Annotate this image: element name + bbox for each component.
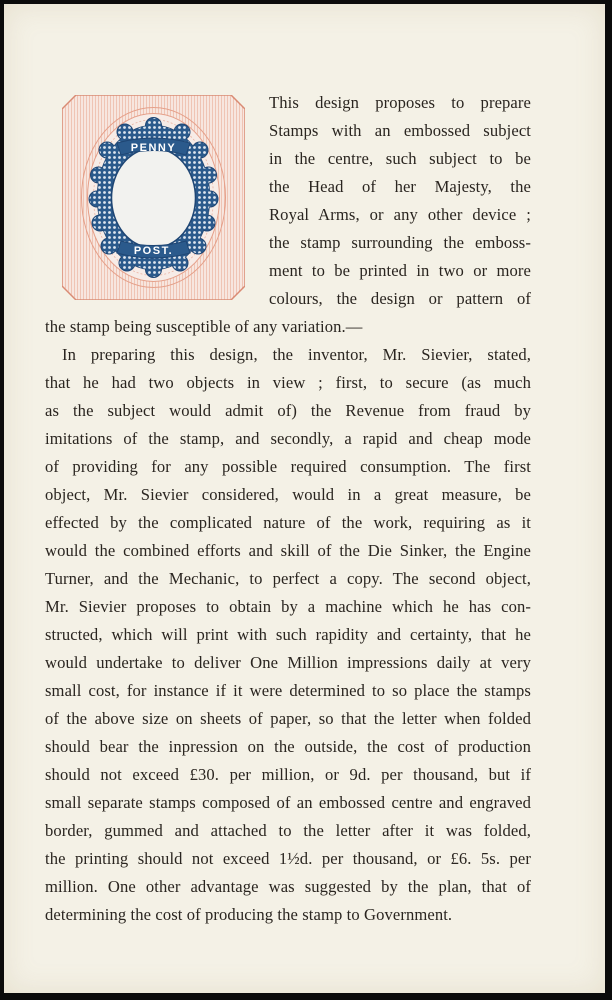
text-line: should bear the inpression on the outside, the cost of production [45,737,531,756]
document-page [4,4,605,993]
text-line: the Head of her Majesty, the [269,177,531,196]
text-line: of the above size on sheets of paper, so that the letter when folded [45,709,531,728]
text-line: in the centre, such subject to be [269,149,531,168]
text-line: border, gummed and attached to the letter after it was folded, [45,821,531,840]
text-line: ment to be printed in two or more [269,261,531,280]
text-line: should not exceed £30. per million, or 9d. per thousand, but if [45,765,531,784]
text-line: Turner, and the Mechanic, to perfect a copy. The second object, [45,569,531,588]
text-line: that he had two objects in view ; first, to secure (as much [45,373,531,392]
stamp-embossed-centre [112,148,196,248]
text-line: Stamps with an embossed subject [269,121,531,140]
stamp-top-label: PENNY [130,142,177,154]
text-line: imitations of the stamp, and secondly, a rapid and cheap mode [45,429,531,448]
text-line: colours, the design or pattern of [269,289,531,308]
stamp-bottom-label: POST. [133,245,174,257]
text-line: of providing for any possible required consumption. The first [45,457,531,476]
text-line: the stamp being susceptible of any variation.— [45,317,363,336]
text-line: structed, which will print with such rapidity and certainty, that he [45,625,531,644]
text-line: small separate stamps composed of an embossed centre and engraved [45,793,531,812]
text-line: determining the cost of producing the stamp to Government. [45,905,453,924]
penny-post-stamp-illustration [62,95,245,300]
text-line: as the subject would admit of) the Revenue from fraud by [45,401,531,420]
text-line: would undertake to deliver One Million impressions daily at very [45,653,531,672]
text-line: the stamp surrounding the emboss- [269,233,531,252]
text-line: Mr. Sievier proposes to obtain by a machine which he has con- [45,597,531,616]
text-line: would the combined efforts and skill of the Die Sinker, the Engine [45,541,531,560]
text-line: small cost, for instance if it were determined to so place the stamps [45,681,531,700]
text-line: object, Mr. Sievier considered, would in a great measure, be [45,485,531,504]
text-line: Royal Arms, or any other device ; [269,205,531,224]
text-line: the printing should not exceed 1½d. per thousand, or £6. 5s. per [45,849,531,868]
text-line: In preparing this design, the inventor, Mr. Sievier, stated, [62,345,531,364]
text-line: This design proposes to prepare [269,93,531,112]
text-line: effected by the complicated nature of the work, requiring as it [45,513,531,532]
text-line: million. One other advantage was suggested by the plan, that of [45,877,531,896]
